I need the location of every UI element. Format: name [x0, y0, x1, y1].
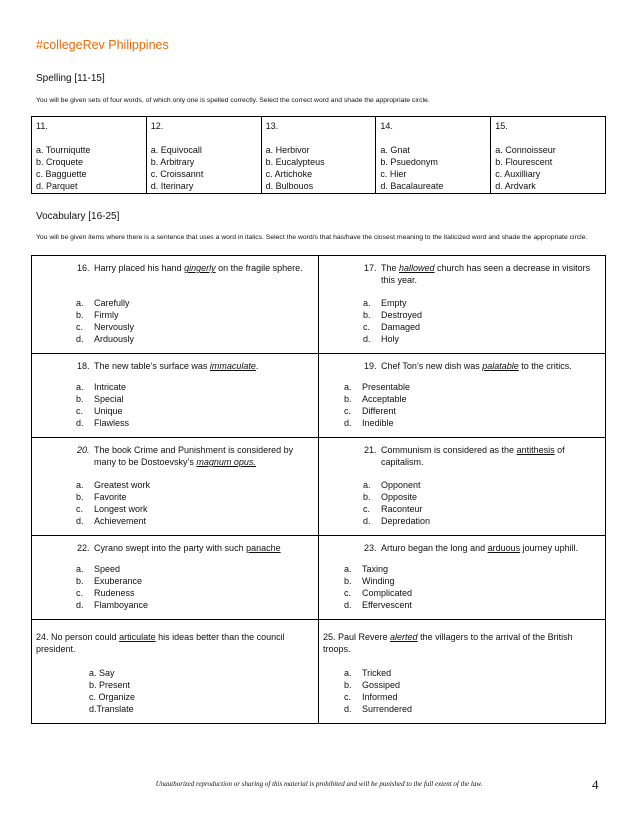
target-word: immaculate: [209, 361, 256, 371]
question-24: [32, 620, 319, 724]
option-d[interactable]: d. Effervescent: [344, 600, 412, 610]
spelling-item-14: [376, 117, 491, 194]
question-number: 19.: [364, 361, 377, 371]
question-23: [319, 536, 605, 620]
option-d[interactable]: d. Iterinary: [150, 181, 194, 191]
spelling-item-12: [146, 117, 261, 194]
stem-text: The book Crime and Punishment is considered by many to be Dostoevsky’s: [94, 445, 294, 467]
question-number: 22.: [77, 543, 90, 553]
question-stem: [36, 631, 312, 655]
item-number: 14.: [380, 121, 393, 131]
stem-text: .: [255, 361, 259, 371]
target-word: articulate: [119, 632, 156, 642]
answer-options: [344, 563, 412, 611]
option-c[interactable]: c. Artichoke: [265, 169, 313, 179]
item-number: 13.: [265, 121, 279, 131]
option-a[interactable]: a. Greatest work: [76, 480, 151, 490]
option-a[interactable]: a. Opponent: [363, 480, 421, 490]
question-stem: [364, 542, 599, 554]
option-d[interactable]: d. Achievement: [76, 516, 147, 526]
option-c[interactable]: c. Organize: [89, 692, 136, 702]
question-number: 21.: [364, 445, 377, 455]
option-d[interactable]: d. Bulbouos: [265, 181, 314, 191]
option-c[interactable]: c. Hier: [380, 169, 407, 179]
option-a[interactable]: a. Presentable: [344, 382, 411, 392]
option-d[interactable]: d. Holy: [363, 334, 400, 344]
option-b[interactable]: b. Gossiped: [344, 680, 401, 690]
option-d[interactable]: d.Translate: [89, 704, 134, 714]
page-number: 4: [592, 777, 599, 792]
question-stem: [77, 360, 312, 372]
option-c[interactable]: c. Unique: [76, 406, 123, 416]
question-19: [319, 354, 605, 438]
option-a[interactable]: a. Equivocall: [150, 145, 202, 155]
answer-options: [344, 381, 410, 429]
option-d[interactable]: d. Surrendered: [344, 704, 413, 714]
option-d[interactable]: d. Inedible: [344, 418, 394, 428]
option-b[interactable]: b. Winding: [344, 576, 395, 586]
question-stem: [364, 360, 599, 372]
option-a[interactable]: a. Intricate: [76, 382, 127, 392]
answer-options: [363, 297, 422, 345]
option-d[interactable]: d. Flamboyance: [76, 600, 149, 610]
option-b[interactable]: b. Acceptable: [344, 394, 407, 404]
target-word: panache: [246, 543, 281, 553]
question-number: 16.: [77, 263, 90, 273]
question-stem: [77, 444, 312, 468]
question-22: [32, 536, 319, 620]
question-number: 25.: [323, 632, 336, 642]
stem-text: The new table’s surface was: [94, 361, 210, 371]
option-a[interactable]: a. Connoisseur: [495, 145, 556, 155]
option-c[interactable]: c. Damaged: [363, 322, 421, 332]
stem-text: Communism is considered as the: [381, 445, 517, 455]
vocabulary-title: Vocabulary [16-25]: [36, 211, 120, 222]
question-number: 17.: [364, 263, 377, 273]
question-stem: [77, 542, 312, 554]
target-word: arduous: [487, 543, 521, 553]
spelling-title: Spelling [11-15]: [36, 73, 105, 84]
option-a[interactable]: a. Herbivor: [265, 145, 310, 155]
vocabulary-instructions: You will be given items where there is a sentence that uses a word in italics. Select the word/s that has/have the closest meaning to the italicized word and shade the appropriate circle.: [36, 234, 588, 241]
target-word: hallowed: [399, 263, 435, 273]
spelling-item-13: [261, 117, 376, 194]
option-d[interactable]: d. Flawless: [76, 418, 130, 428]
option-a[interactable]: a. Tricked: [344, 668, 392, 678]
question-stem: [364, 444, 599, 468]
option-b[interactable]: b. Exuberance: [76, 576, 143, 586]
option-b[interactable]: b. Eucalypteus: [265, 157, 325, 167]
option-b[interactable]: b. Arbitrary: [150, 157, 195, 167]
option-a[interactable]: a. Empty: [363, 298, 407, 308]
option-d[interactable]: d. Parquet: [36, 181, 78, 191]
option-c[interactable]: c. Complicated: [344, 588, 413, 598]
option-c[interactable]: c. Rudeness: [76, 588, 135, 598]
stem-text: journey uphill.: [520, 543, 579, 553]
spelling-table: [31, 116, 606, 194]
option-b[interactable]: b. Flourescent: [495, 157, 553, 167]
answer-options: [344, 667, 412, 715]
stem-text: his ideas better than the council president.: [36, 632, 285, 654]
question-16: [32, 256, 319, 354]
option-a[interactable]: a. Speed: [76, 564, 121, 574]
question-stem: [323, 631, 599, 655]
question-number: 20.: [77, 445, 90, 455]
target-word: gingerly: [184, 263, 216, 273]
option-c[interactable]: c. Bagguette: [36, 169, 87, 179]
option-b[interactable]: b. Opposite: [363, 492, 418, 502]
target-word: magnum opus.: [196, 457, 256, 467]
vocabulary-grid: [31, 255, 606, 724]
question-18: [32, 354, 319, 438]
option-a[interactable]: a. Taxing: [344, 564, 389, 574]
answer-options: [76, 381, 129, 429]
answer-options: [89, 667, 135, 715]
option-a[interactable]: a. Gnat: [380, 145, 410, 155]
option-b[interactable]: b. Special: [76, 394, 124, 404]
option-d[interactable]: d. Depredation: [363, 516, 431, 526]
question-stem: [77, 262, 312, 274]
option-c[interactable]: c. Longest work: [76, 504, 148, 514]
stem-text: Harry placed his hand: [94, 263, 185, 273]
spelling-item-15: [491, 117, 606, 194]
spelling-item-11: [32, 117, 147, 194]
stem-text: Cyrano swept into the party with such: [94, 543, 247, 553]
option-a[interactable]: a. Say: [89, 668, 115, 678]
option-c[interactable]: c. Croissannt: [150, 169, 204, 179]
footer-notice: Unauthorized reproduction or sharing of this material is prohibited and will be punished to the full extent of the law.: [155, 780, 483, 788]
question-17: [319, 256, 605, 354]
item-number: 12.: [150, 121, 164, 131]
answer-options: [76, 563, 148, 611]
answer-options: [76, 297, 134, 345]
option-b[interactable]: b. Destroyed: [363, 310, 423, 320]
target-word: antithesis: [516, 445, 555, 455]
option-c[interactable]: c. Different: [344, 406, 396, 416]
question-25: [319, 620, 605, 724]
option-d[interactable]: d. Arduously: [76, 334, 135, 344]
item-number: 15.: [495, 121, 508, 131]
target-word: palatable: [482, 361, 519, 371]
question-number: 24.: [36, 632, 49, 642]
question-stem: [364, 262, 599, 286]
option-b[interactable]: b. Firmly: [76, 310, 119, 320]
stem-text: the villagers to the arrival of the British troops.: [323, 632, 573, 654]
option-b[interactable]: b. Psuedonym: [380, 157, 438, 167]
question-21: [319, 438, 605, 536]
option-c[interactable]: c. Auxilliary: [495, 169, 541, 179]
option-b[interactable]: b. Present: [89, 680, 131, 690]
answer-options: [363, 479, 430, 527]
stem-text: church has seen a decrease in visitors this year.: [381, 263, 591, 285]
stem-text: Paul Revere: [335, 632, 391, 642]
item-number: 11.: [36, 121, 48, 131]
stem-text: Chef Ton’s new dish was: [381, 361, 483, 371]
question-20: [32, 438, 319, 536]
option-c[interactable]: c. Informed: [344, 692, 398, 702]
stem-text: The: [381, 263, 400, 273]
stem-text: to the critics.: [518, 361, 572, 371]
question-number: 18.: [77, 361, 90, 371]
option-d[interactable]: d. Bacalaureate: [380, 181, 444, 191]
option-a[interactable]: a. Tourniqutte: [36, 145, 91, 155]
stem-text: No person could: [48, 632, 120, 642]
option-d[interactable]: d. Ardvark: [495, 181, 536, 191]
stem-text: on the fragile sphere.: [215, 263, 303, 273]
option-b[interactable]: b. Croquete: [36, 157, 84, 167]
answer-options: [76, 479, 150, 527]
option-c[interactable]: c. Raconteur: [363, 504, 423, 514]
option-c[interactable]: c. Nervously: [76, 322, 135, 332]
option-b[interactable]: b. Favorite: [76, 492, 127, 502]
brand-header: #collegeRev Philippines: [36, 38, 169, 52]
stem-text: of capitalism.: [381, 445, 565, 467]
spelling-instructions: You will be given sets of four words, of which only one is spelled correctly. Select the correct word and shade the appropriate circle.: [36, 97, 430, 104]
question-number: 23.: [364, 543, 377, 553]
target-word: alerted: [390, 632, 418, 642]
option-a[interactable]: a. Carefully: [76, 298, 130, 308]
stem-text: Arturo began the long and: [381, 543, 488, 553]
